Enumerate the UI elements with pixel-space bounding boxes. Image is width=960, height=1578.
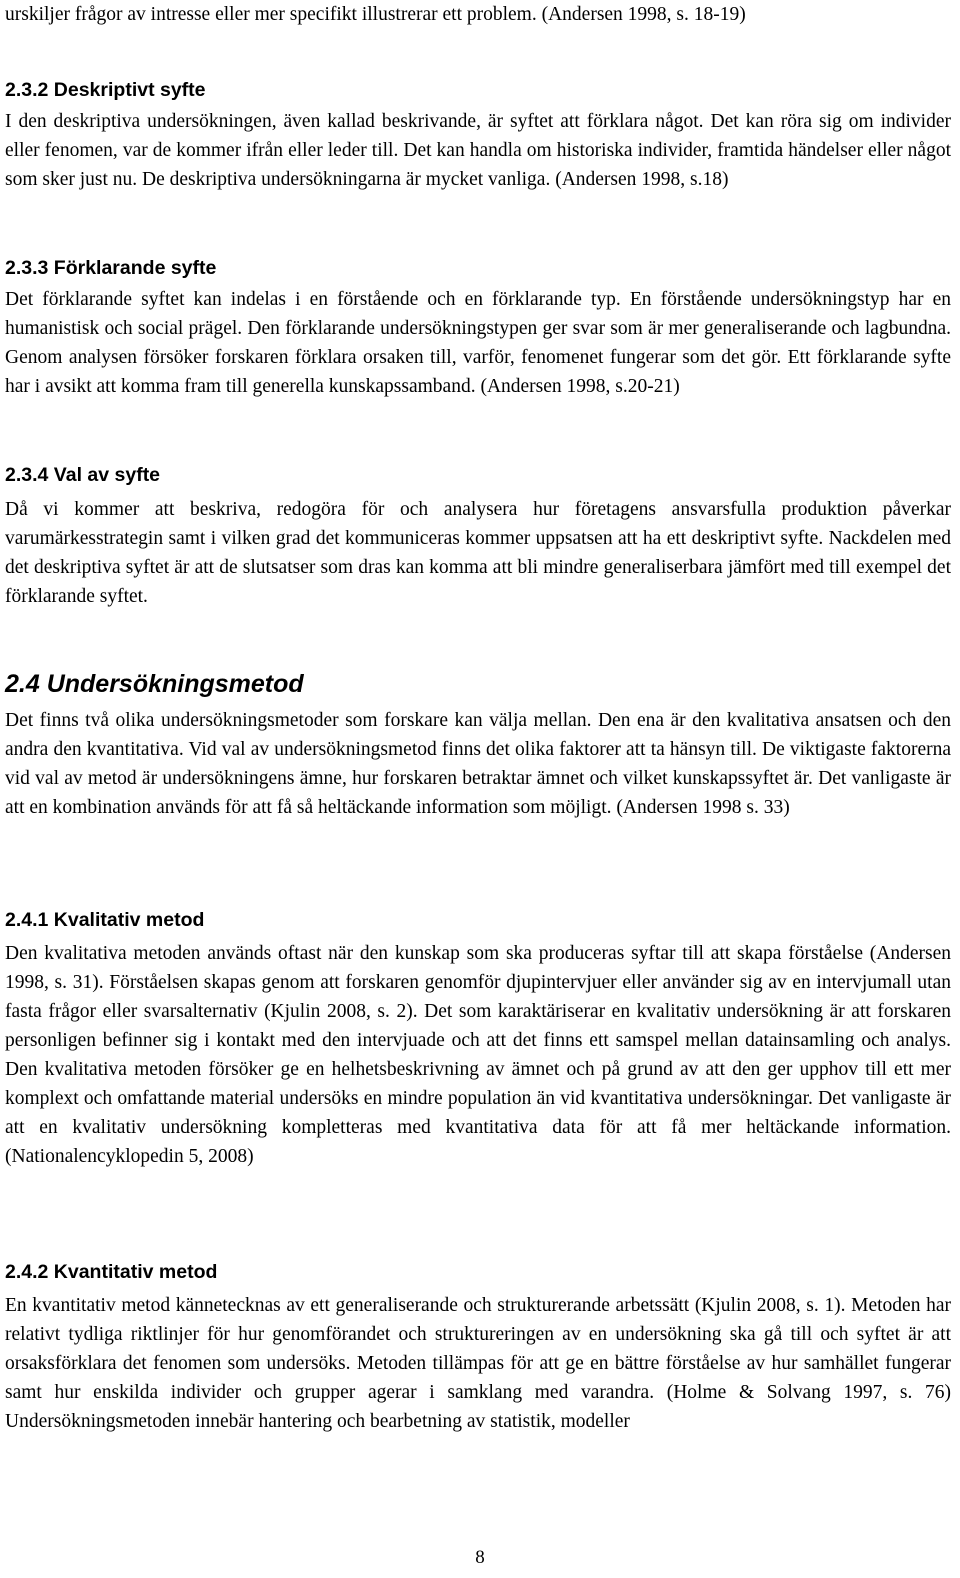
heading-2-4-2: 2.4.2 Kvantitativ metod xyxy=(5,1261,218,1283)
intro-paragraph: urskiljer frågor av intresse eller mer specifikt illustrerar ett problem. (Andersen 1998, s. 18-19) xyxy=(5,4,746,25)
intro-block xyxy=(5,0,951,29)
section-2-3-2 xyxy=(5,77,951,194)
heading-2-4-1: 2.4.1 Kvalitativ metod xyxy=(5,909,205,931)
heading-2-3-4: 2.3.4 Val av syfte xyxy=(5,464,161,486)
paragraph-2-3-3: Det förklarande syftet kan indelas i en förstående och en förklarande typ. En förstående undersökningstyp har en humanistisk och social prägel. Den förklarande undersökningstypen ger svar som är mer generaliserande och lagbundna. Genom analysen försöker forskaren förklara orsaken till, varför, fenomenet fungerar som det gör. Ett förklarande syfte har i avsikt att komma fram till generella kunskapssamband. (Andersen 1998, s.20-21) xyxy=(5,289,951,397)
section-2-3-3 xyxy=(5,255,951,401)
heading-2-3-2: 2.3.2 Deskriptivt syfte xyxy=(5,79,206,101)
paragraph-2-3-2: I den deskriptiva undersökningen, även kallad beskrivande, är syftet att förklara något. Det kan röra sig om individer eller fenomen, var de kommer ifrån eller leder till. Det kan handla om historiska individer, framtida händelser eller något som sker just nu. De deskriptiva undersökningarna är mycket vanliga. (Andersen 1998, s.18) xyxy=(5,111,951,190)
section-2-4-2 xyxy=(5,1259,951,1436)
paragraph-2-4: Det finns två olika undersökningsmetoder som forskare kan välja mellan. Den ena är den kvalitativa ansatsen och den andra den kvantitativa. Vid val av undersökningsmetod finns det olika faktorer att ta hänsyn till. De viktigaste faktorerna vid val av metod är undersökningens ämne, hur forskaren betraktar ämnet och vilket kunskapssyftet är. Det vanligaste är att en kombination används för att få så heltäckande information som möjligt. (Andersen 1998 s. 33) xyxy=(5,710,951,818)
heading-2-3-3: 2.3.3 Förklarande syfte xyxy=(5,257,217,279)
paragraph-2-4-1: Den kvalitativa metoden används oftast när den kunskap som ska produceras syftar till att skapa förståelse (Andersen 1998, s. 31). Förståelsen skapas genom att forskaren genomför djupintervjuer eller använder sig av en intervjumall utan fasta frågor eller svarsalternativ (Kjulin 2008, s. 2). Det som karaktäriserar en kvalitativ undersökning är att forskaren personligen befinner sig i kontakt med den intervjuade och att det finns ett samspel mellan datainsamling och analys. Den kvalitativa metoden försöker ge en helhetsbeskrivning av ämnet och på grund av att den ger upphov till ett mer komplext och omfattande material undersöks en mindre population än vid kvantitativa undersökningar. Det vanligaste är att en kvalitativ undersökning kompletteras med kvantitativa data för att få mer heltäckande information. (Nationalencyklopedin 5, 2008) xyxy=(5,943,951,1167)
paragraph-2-4-2: En kvantitativ metod kännetecknas av ett generaliserande och strukturerande arbetssätt (Kjulin 2008, s. 1). Metoden har relativt tydliga riktlinjer för hur genomförandet och struktureringen av en undersökning ska gå till och syftet är att orsaksförklara det fenomen som undersöks. Metoden tillämpas för att ge en bättre förståelse av hur samhället fungerar samt hur enskilda individer och grupper agerar i samklang med varandra. (Holme & Solvang 1997, s. 76) Undersökningsmetoden innebär hantering och bearbetning av statistik, modeller xyxy=(5,1295,951,1432)
section-2-4-1 xyxy=(5,907,951,1171)
document-page xyxy=(5,0,951,1578)
paragraph-2-3-4: Då vi kommer att beskriva, redogöra för och analysera hur företagens ansvarsfulla produktion påverkar varumärkesstrategin samt i vilken grad det kommuniceras kommer uppsatsen att ha ett deskriptivt syfte. Nackdelen med det deskriptiva syftet är att de slutsatser som dras kan komma att bli mindre generaliserbara jämfört med till exempel det förklarande syftet. xyxy=(5,499,951,607)
page-number: 8 xyxy=(475,1547,485,1568)
heading-2-4: 2.4 Undersökningsmetod xyxy=(5,670,304,698)
section-2-4 xyxy=(5,668,951,822)
section-2-3-4 xyxy=(5,462,951,611)
